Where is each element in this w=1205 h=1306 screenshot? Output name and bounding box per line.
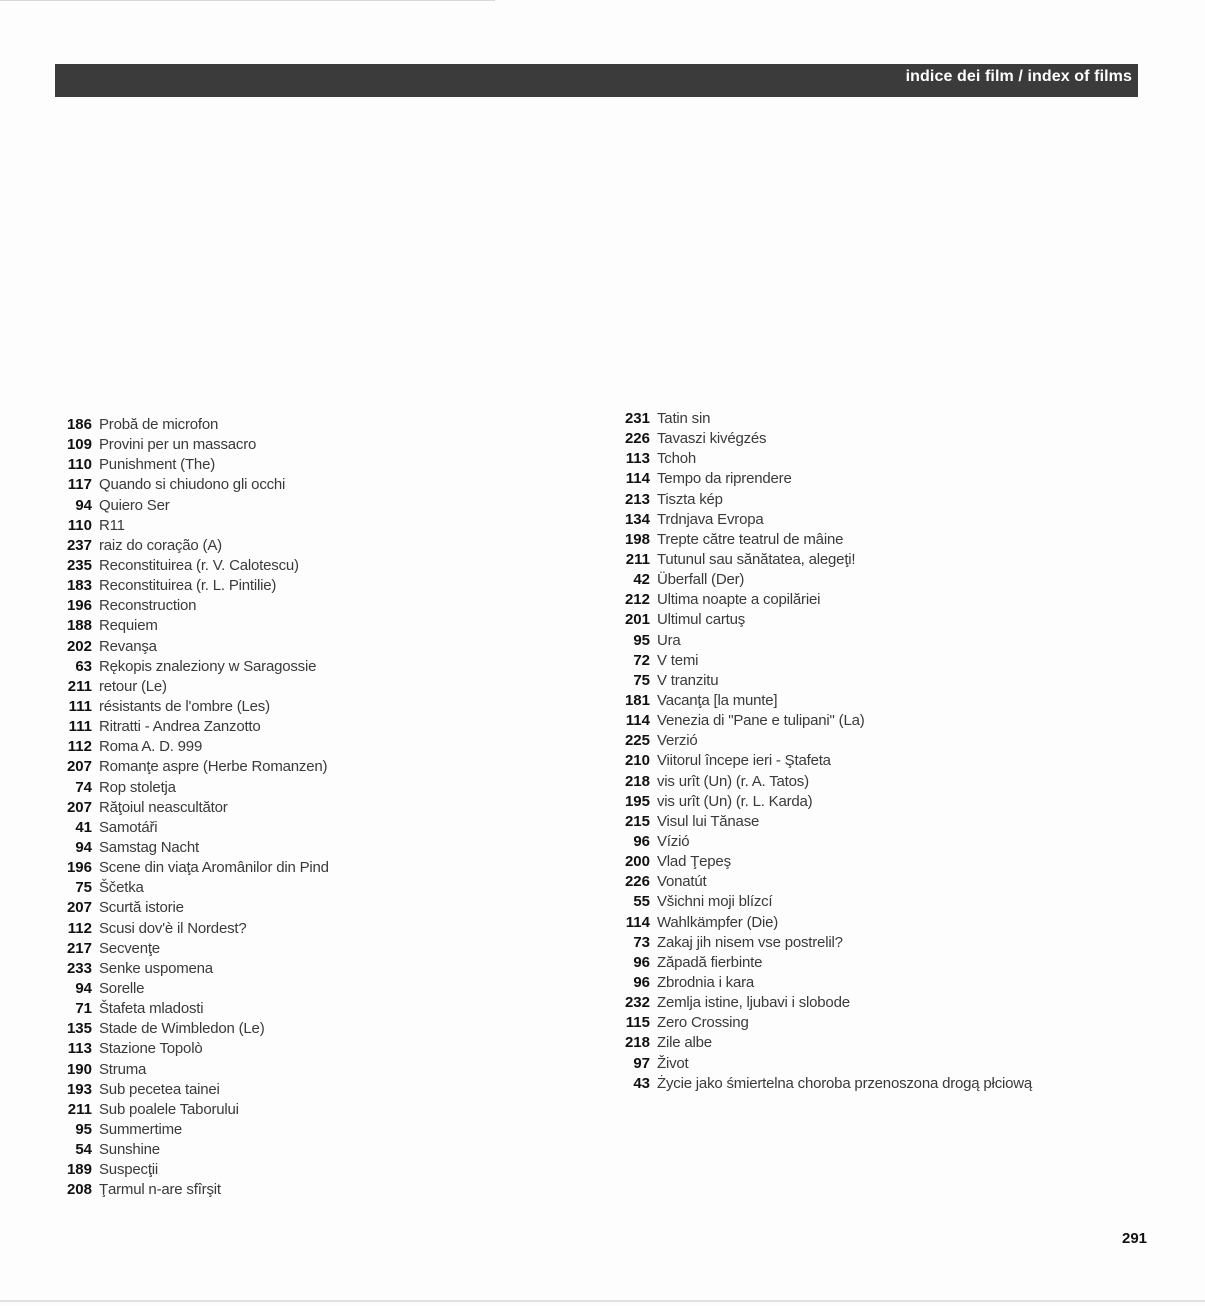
entry-page-number: 114	[625, 913, 650, 931]
entry-film-title: Stade de Wimbledon (Le)	[99, 1020, 265, 1038]
index-entry	[610, 1074, 1180, 1094]
index-entry	[58, 516, 558, 536]
index-entry	[610, 429, 1180, 449]
entry-page-number: 186	[66, 416, 92, 433]
entry-page-number: 211	[67, 1100, 92, 1118]
index-entry	[58, 919, 558, 939]
entry-film-title: Romanţe aspre (Herbe Romanzen)	[99, 758, 328, 776]
index-entry	[58, 576, 558, 596]
entry-page-number: 113	[625, 450, 650, 468]
entry-film-title: Răţoiul neascultător	[99, 798, 228, 816]
entry-film-title: Sub pecetea tainei	[99, 1080, 220, 1098]
entry-film-title: Samstag Nacht	[99, 838, 199, 856]
entry-page-number: 94	[75, 979, 92, 997]
entry-film-title: Trdnjava Evropa	[657, 510, 764, 528]
index-entry	[610, 651, 1180, 671]
entry-page-number: 54	[75, 1141, 92, 1159]
entry-page-number: 232	[624, 994, 650, 1012]
entry-page-number: 202	[66, 637, 92, 655]
entry-page-number: 114	[625, 470, 650, 488]
entry-film-title: Provini per un massacro	[99, 436, 257, 454]
index-entry	[610, 953, 1180, 973]
index-column-right	[610, 409, 1180, 1094]
entry-page-number: 117	[67, 476, 92, 494]
entry-film-title: Secvenţe	[99, 939, 160, 957]
entry-film-title: R11	[99, 516, 125, 534]
entry-film-title: Probă de microfon	[99, 416, 219, 433]
entry-film-title: Tavaszi kivégzés	[657, 430, 767, 448]
entry-film-title: Rękopis znaleziony w Saragossie	[99, 657, 317, 675]
index-entry	[58, 616, 558, 636]
entry-page-number: 41	[75, 818, 92, 836]
entry-page-number: 43	[633, 1074, 650, 1092]
index-entry	[58, 898, 558, 918]
entry-film-title: Zile albe	[657, 1034, 712, 1052]
entry-page-number: 114	[625, 712, 650, 730]
entry-film-title: Vacanţa [la munte]	[657, 691, 778, 709]
entry-film-title: Revanşa	[99, 637, 157, 655]
index-entry	[610, 671, 1180, 691]
entry-film-title: retour (Le)	[99, 677, 167, 695]
index-entry	[58, 1180, 558, 1200]
index-entry	[610, 590, 1180, 610]
entry-page-number: 207	[66, 899, 92, 917]
entry-page-number: 95	[75, 1120, 92, 1138]
index-entry	[610, 550, 1180, 570]
index-entry	[58, 415, 558, 435]
entry-film-title: Rop stoletja	[99, 778, 176, 796]
index-entry	[610, 973, 1180, 993]
entry-film-title: raiz do coração (A)	[99, 536, 222, 554]
page-number: 291	[1122, 1230, 1148, 1247]
index-entry	[58, 798, 558, 818]
entry-page-number: 190	[66, 1060, 92, 1078]
index-entry	[58, 1160, 558, 1180]
entry-page-number: 135	[66, 1020, 92, 1038]
index-entry	[610, 409, 1180, 429]
entry-page-number: 72	[633, 651, 650, 669]
index-entry	[610, 933, 1180, 953]
index-entry	[610, 913, 1180, 933]
entry-film-title: Život	[657, 1054, 689, 1072]
entry-page-number: 235	[66, 556, 92, 574]
index-entry	[58, 1060, 558, 1080]
entry-film-title: Zemlja istine, ljubavi i slobode	[657, 994, 850, 1012]
entry-film-title: Všichni moji blízcí	[657, 893, 773, 911]
index-entry	[610, 872, 1180, 892]
entry-page-number: 231	[624, 410, 650, 427]
entry-film-title: Zbrodnia i kara	[657, 973, 755, 991]
index-entry	[58, 1120, 558, 1140]
entry-page-number: 110	[67, 516, 92, 534]
index-entry	[58, 717, 558, 737]
index-entry	[58, 757, 558, 777]
entry-film-title: Venezia di "Pane e tulipani" (La)	[657, 712, 865, 730]
entry-page-number: 55	[633, 893, 650, 911]
entry-film-title: Wahlkämpfer (Die)	[657, 913, 779, 931]
entry-page-number: 96	[633, 973, 650, 991]
entry-page-number: 183	[66, 577, 92, 595]
entry-page-number: 210	[624, 752, 650, 770]
entry-film-title: Zăpadă fierbinte	[657, 953, 763, 971]
entry-page-number: 112	[67, 738, 92, 756]
entry-page-number: 226	[624, 873, 650, 891]
entry-page-number: 188	[66, 617, 92, 635]
entry-page-number: 225	[624, 732, 650, 750]
index-entry	[610, 812, 1180, 832]
index-entry	[610, 731, 1180, 751]
entry-page-number: 218	[624, 772, 650, 790]
entry-film-title: Tempo da riprendere	[657, 470, 792, 488]
index-entry	[58, 778, 558, 798]
index-entry	[58, 475, 558, 495]
entry-page-number: 215	[624, 812, 650, 830]
index-entry	[610, 530, 1180, 550]
entry-film-title: Reconstituirea (r. L. Pintilie)	[99, 577, 277, 595]
entry-page-number: 110	[67, 456, 92, 474]
entry-film-title: Tiszta kép	[657, 490, 723, 508]
index-entry	[58, 818, 558, 838]
entry-page-number: 201	[624, 611, 650, 629]
entry-film-title: Vlad Ţepeş	[657, 853, 731, 871]
entry-page-number: 74	[75, 778, 92, 796]
index-entry	[610, 570, 1180, 590]
index-entry	[58, 838, 558, 858]
index-entry	[610, 1054, 1180, 1074]
entry-film-title: Requiem	[99, 617, 158, 635]
index-entry	[58, 637, 558, 657]
index-entry	[610, 469, 1180, 489]
index-entry	[58, 1140, 558, 1160]
entry-page-number: 111	[68, 697, 92, 715]
index-entry	[58, 496, 558, 516]
entry-film-title: Scusi dov'è il Nordest?	[99, 919, 247, 937]
index-entry	[58, 959, 558, 979]
index-entry	[610, 852, 1180, 872]
entry-film-title: Vízió	[657, 832, 690, 850]
index-entry	[610, 1033, 1180, 1053]
index-entry	[610, 892, 1180, 912]
entry-page-number: 96	[633, 832, 650, 850]
entry-page-number: 109	[66, 436, 92, 454]
entry-film-title: Punishment (The)	[99, 456, 216, 474]
index-entry	[610, 832, 1180, 852]
entry-page-number: 196	[66, 859, 92, 877]
entry-film-title: Quiero Ser	[99, 496, 170, 514]
entry-film-title: Roma A. D. 999	[99, 738, 203, 756]
index-entry	[610, 610, 1180, 630]
entry-film-title: Tatin sin	[657, 410, 711, 427]
entry-page-number: 73	[633, 933, 650, 951]
entry-film-title: Życie jako śmiertelna choroba przenoszona drogą płciową	[657, 1074, 1033, 1092]
index-entry	[58, 1039, 558, 1059]
entry-page-number: 237	[66, 536, 92, 554]
entry-page-number: 193	[66, 1080, 92, 1098]
entry-page-number: 212	[624, 591, 650, 609]
entry-film-title: Ţarmul n-are sfîrşit	[99, 1181, 221, 1199]
entry-page-number: 196	[66, 597, 92, 615]
entry-page-number: 134	[624, 510, 650, 528]
index-entry	[58, 878, 558, 898]
section-header-bar	[55, 64, 1138, 97]
index-entry	[610, 490, 1180, 510]
entry-page-number: 94	[75, 496, 92, 514]
entry-page-number: 94	[75, 838, 92, 856]
entry-page-number: 200	[624, 853, 650, 871]
entry-film-title: Überfall (Der)	[657, 571, 745, 589]
entry-page-number: 113	[67, 1040, 92, 1058]
entry-film-title: Samotáři	[99, 818, 158, 836]
section-title: indice dei film / index of films	[905, 68, 1132, 85]
index-entry	[58, 999, 558, 1019]
entry-page-number: 97	[633, 1054, 650, 1072]
entry-film-title: résistants de l'ombre (Les)	[99, 697, 270, 715]
entry-page-number: 207	[66, 758, 92, 776]
entry-film-title: Summertime	[99, 1120, 183, 1138]
entry-page-number: 195	[624, 792, 650, 810]
index-entry	[610, 631, 1180, 651]
entry-film-title: Scurtă istorie	[99, 899, 184, 917]
index-entry	[58, 697, 558, 717]
entry-film-title: Trepte către teatrul de mâine	[657, 530, 844, 548]
index-entry	[58, 737, 558, 757]
entry-film-title: Sunshine	[99, 1141, 160, 1159]
entry-film-title: Stazione Topolò	[99, 1040, 203, 1058]
entry-film-title: Struma	[99, 1060, 147, 1078]
entry-page-number: 208	[66, 1181, 92, 1199]
bottom-edge-rule	[0, 1300, 1205, 1302]
entry-page-number: 75	[75, 879, 92, 897]
entry-film-title: Štafeta mladosti	[99, 1000, 204, 1018]
entry-film-title: Ritratti - Andrea Zanzotto	[99, 718, 261, 736]
entry-page-number: 218	[624, 1034, 650, 1052]
entry-film-title: Ščetka	[99, 879, 144, 897]
index-entry	[58, 455, 558, 475]
entry-page-number: 111	[68, 718, 92, 736]
entry-film-title: Visul lui Tănase	[657, 812, 760, 830]
entry-film-title: Reconstruction	[99, 597, 197, 615]
entry-page-number: 75	[633, 671, 650, 689]
entry-film-title: V temi	[657, 651, 699, 669]
entry-film-title: vis urît (Un) (r. A. Tatos)	[657, 772, 809, 790]
index-entry	[58, 1080, 558, 1100]
entry-film-title: Ultimul cartuş	[657, 611, 746, 629]
entry-film-title: Zero Crossing	[657, 1014, 749, 1032]
index-entry	[58, 1019, 558, 1039]
entry-page-number: 211	[625, 550, 650, 568]
entry-page-number: 115	[625, 1014, 650, 1032]
index-entry	[610, 1013, 1180, 1033]
index-entry	[58, 979, 558, 999]
entry-film-title: vis urît (Un) (r. L. Karda)	[657, 792, 813, 810]
top-edge-rule	[0, 0, 495, 1]
entry-film-title: Suspecţii	[99, 1161, 159, 1179]
entry-page-number: 226	[624, 430, 650, 448]
entry-page-number: 189	[66, 1161, 92, 1179]
entry-page-number: 213	[624, 490, 650, 508]
index-entry	[610, 772, 1180, 792]
entry-film-title: V tranzitu	[657, 671, 719, 689]
index-entry	[58, 657, 558, 677]
entry-page-number: 211	[67, 677, 92, 695]
index-entry	[58, 536, 558, 556]
entry-page-number: 71	[75, 1000, 92, 1018]
entry-film-title: Tutunul sau sănătatea, alegeţi!	[657, 550, 856, 568]
entry-film-title: Viitorul începe ieri - Ştafeta	[657, 752, 831, 770]
entry-film-title: Ultima noapte a copilăriei	[657, 591, 821, 609]
index-entry	[58, 677, 558, 697]
index-entry	[58, 939, 558, 959]
index-entry	[610, 751, 1180, 771]
entry-film-title: Verzió	[657, 732, 698, 750]
index-entry	[610, 449, 1180, 469]
entry-film-title: Sub poalele Taborului	[99, 1100, 239, 1118]
entry-film-title: Vonatút	[657, 873, 707, 891]
entry-page-number: 198	[624, 530, 650, 548]
index-entry	[58, 435, 558, 455]
entry-film-title: Reconstituirea (r. V. Calotescu)	[99, 556, 299, 574]
index-entry	[610, 711, 1180, 731]
entry-film-title: Senke uspomena	[99, 959, 213, 977]
index-column-left	[58, 415, 558, 1200]
entry-page-number: 181	[624, 691, 650, 709]
index-entry	[610, 993, 1180, 1013]
entry-film-title: Zakaj jih nisem vse postrelil?	[657, 933, 843, 951]
entry-film-title: Tchoh	[657, 450, 697, 468]
entry-page-number: 233	[66, 959, 92, 977]
entry-page-number: 217	[66, 939, 92, 957]
entry-film-title: Sorelle	[99, 979, 145, 997]
entry-film-title: Scene din viaţa Aromânilor din Pind	[99, 859, 329, 877]
index-entry	[58, 1100, 558, 1120]
index-entry	[58, 858, 558, 878]
index-entry	[58, 596, 558, 616]
entry-page-number: 63	[75, 657, 92, 675]
index-entry	[58, 556, 558, 576]
entry-film-title: Quando si chiudono gli occhi	[99, 476, 286, 494]
entry-page-number: 112	[67, 919, 92, 937]
entry-page-number: 96	[633, 953, 650, 971]
entry-film-title: Ura	[657, 631, 681, 649]
entry-page-number: 42	[633, 571, 650, 589]
entry-page-number: 207	[66, 798, 92, 816]
index-entry	[610, 510, 1180, 530]
index-entry	[610, 792, 1180, 812]
index-entry	[610, 691, 1180, 711]
entry-page-number: 95	[633, 631, 650, 649]
